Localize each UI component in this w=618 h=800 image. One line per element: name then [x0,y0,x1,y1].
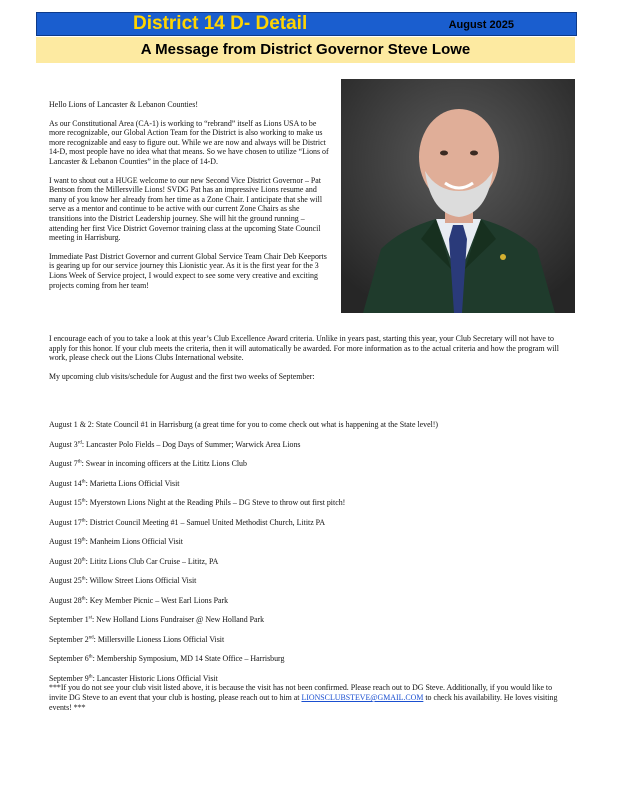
governor-photo [341,79,575,313]
schedule-item: September 9th: Lancaster Historic Lions Official Visit [49,673,218,683]
page-subtitle: A Message from District Governor Steve Lowe [140,41,471,58]
portrait-illustration [341,79,575,313]
schedule-item: August 14th: Marietta Lions Official Visit [49,478,180,488]
closing-note [49,683,571,713]
schedule-item: August 20th: Lititz Lions Club Car Cruise – Lititz, PA [49,556,219,566]
schedule-item: August 28th: Key Member Picnic – West Earl Lions Park [49,595,229,605]
schedule-item: August 17th: District Council Meeting #1 – Samuel United Methodist Church, Lititz PA [49,517,326,527]
header-banner [36,12,577,36]
schedule-item: August 19th: Manheim Lions Official Visit [49,537,183,546]
intro-paragraph: I want to shout out a HUGE welcome to our new Second Vice District Governor – Pat Bentson from the Millersville Lions! SVDG Pat has an impressive Lions resume and many of you know her already from her time as a Zone Chair. I anticipate that she will serve as a mentor and continue to be active with our current Zone Chairs as she transitions into the District Leadership journey. She will hit the ground running – attending her first Vice District Governor training class at the upcoming State Council meeting in Harrisburg. [49,175,323,243]
club-excellence-paragraph: I encourage each of you to take a look at this year’s Club Excellence Award criteria. Unlike in years past, starting this year, your Club Secretary will not have to apply for this honor. If your club meets the criteria, then it will automatically be awarded. For more information as to the actual criteria and how the program will work, please check out the Lions Clubs International website. [49,334,559,363]
schedule-item: August 7th: Swear in incoming officers at the Lititz Lions Club [49,459,247,468]
newsletter-title: District 14 D- Detail [133,13,308,34]
schedule-item: August 15th: Myerstown Lions Night at the Reading Phils – DG Steve to throw out first pitch! [49,498,346,507]
schedule-item: August 25th: Willow Street Lions Official Visit [49,576,197,585]
note-text: ***If you do not see your club visit listed above, it is because the visit has not been confirmed. Please reach out to DG Steve. Additionally, if you would like to invite DG Steve to an event that your club is hosting, please reach out to him at [49,683,553,702]
schedule-item: September 6th: Membership Symposium, MD 14 State Office – Harrisburg [49,654,285,663]
schedule-item: September 2nd: Millersville Lioness Lions Official Visit [49,634,225,644]
note-text-end: to check his availability. He loves visiting events! *** [49,693,558,712]
issue-date: August 2025 [448,19,514,31]
schedule-item: August 1 & 2: State Council #1 in Harrisburg (a great time for you to come check out what is happening at the State level!) [49,420,439,429]
greeting: Hello Lions of Lancaster & Lebanon Counties! [49,100,199,109]
schedule-item: August 3rd: Lancaster Polo Fields – Dog Days of Summer; Warwick Area Lions [49,439,301,449]
schedule-intro: My upcoming club visits/schedule for August and the first two weeks of September: [49,371,315,381]
schedule-item: September 1st: New Holland Lions Fundraiser @ New Holland Park [49,615,265,624]
intro-paragraph: Immediate Past District Governor and current Global Service Team Chair Deb Keeports is gearing up for our service journey this Lionistic year. As it is the first year for the 3 Lions Week of Service project, I would expect to see some very creative and exciting projects coming from her team! [49,251,327,290]
intro-column [49,100,333,299]
schedule-list [49,420,571,693]
subtitle-bar [36,37,575,63]
email-link[interactable]: LIONSCLUBSTEVE@GMAIL.COM [301,693,424,702]
intro-paragraph: As our Constitutional Area (CA-1) is working to “rebrand” itself as Lions USA to be more recognizable, our Global Action Team for the District is also working to make us more recognizable and easy to figure out. While we are now and always will be District 14-D, most people have no idea what that means. So we have chosen to utilize “Lions of Lancaster & Lebanon Counties” in the place of 14-D. [49,118,329,166]
body-text [49,334,571,390]
